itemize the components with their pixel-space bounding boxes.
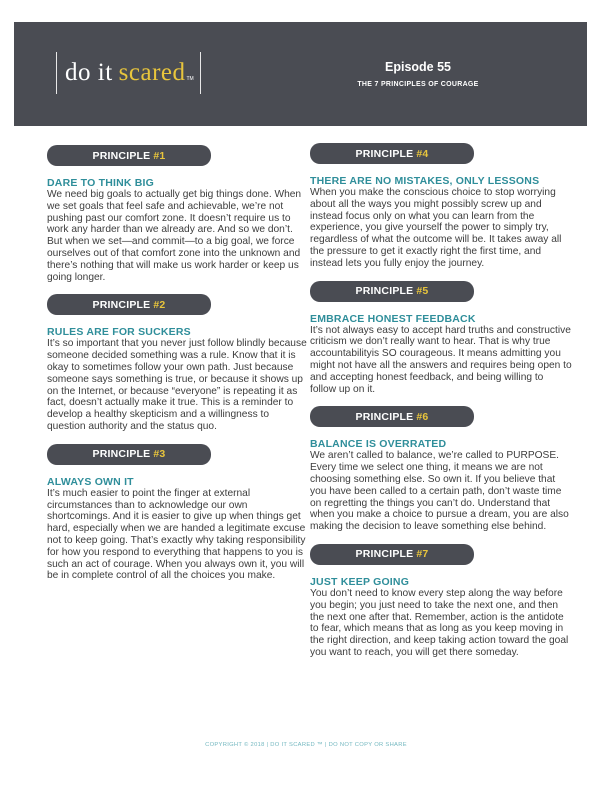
principle-block-4 — [310, 143, 572, 270]
principle-body: When you make the conscious choice to stop worrying about all the ways you might possibly screw up and instead focus only on what you can learn from the experience, you give yourself the power to simply try, regardless of what the outcome will be. It takes away all the pressure to get it exactly right the first time, and instead lets you fully enjoy the journey. — [310, 187, 562, 269]
principle-title: EMBRACE HONEST FEEDBACK — [310, 312, 476, 325]
principle-pill-4 — [310, 143, 474, 164]
principle-label: PRINCIPLE — [355, 548, 414, 561]
principle-label: PRINCIPLE — [92, 448, 151, 461]
principle-number: #5 — [416, 285, 429, 298]
principle-label: PRINCIPLE — [355, 410, 414, 423]
logo-trademark: TM — [186, 76, 194, 82]
principle-block-5 — [310, 281, 572, 396]
principle-number: #7 — [416, 548, 429, 561]
left-column — [47, 145, 309, 593]
principle-title: DARE TO THINK BIG — [47, 177, 155, 189]
principle-title: RULES ARE FOR SUCKERS — [47, 326, 191, 339]
principle-label: PRINCIPLE — [355, 147, 414, 160]
principle-body: It’s not always easy to accept hard truths and constructive criticism we don’t really want to hear. That is why true accountabilityis SO courageous. It means admitting you might not have all the answers and requires being open to and accepting honest feedback, and being willing to follow up on it. — [310, 324, 572, 395]
principle-block-2 — [47, 294, 309, 432]
episode-number: Episode 55 — [385, 60, 451, 74]
principle-pill-3 — [47, 444, 211, 465]
principle-block-3 — [47, 444, 309, 582]
logo-accent-text: scared — [118, 59, 186, 86]
principle-number: #2 — [153, 298, 166, 311]
principle-body: You don’t need to know every step along the way before you begin; you just need to take the next one, and then the next one after that. Remember, action is the antidote to fear, which means that as long as you keep moving in the right direction, and keep taking action toward the goal you want to reach, you will get there someday. — [310, 587, 569, 658]
principle-body: We aren’t called to balance, we’re called to PURPOSE. Every time we select one thing, it means we are not choosing something else. So own it. If you believe that you have been called to a certain path, don’t waste time on regretting the things you can’t do. Understand that when you make a choice to pursue a dream, you are also making the decision to leave something else behind. — [310, 450, 569, 533]
principle-pill-5 — [310, 281, 474, 302]
principle-pill-2 — [47, 294, 211, 315]
principle-label: PRINCIPLE — [355, 285, 414, 298]
principle-number: #4 — [416, 147, 429, 160]
principle-number: #3 — [153, 448, 166, 461]
principle-block-6 — [310, 406, 572, 533]
principle-title: THERE ARE NO MISTAKES, ONLY LESSONS — [310, 175, 540, 187]
copyright-footer: COPYRIGHT © 2018 | DO IT SCARED ™ | DO NOT COPY OR SHARE — [205, 742, 407, 748]
principle-pill-6 — [310, 406, 474, 427]
episode-subtitle: THE 7 PRINCIPLES OF COURAGE — [357, 81, 479, 88]
principle-title: BALANCE IS OVERRATED — [310, 438, 447, 451]
right-column — [310, 143, 572, 670]
principle-title: ALWAYS OWN IT — [47, 475, 134, 488]
principle-number: #6 — [416, 410, 429, 423]
brand-logo — [56, 52, 201, 94]
principle-pill-7 — [310, 544, 474, 565]
principle-body: It’s so important that you never just follow blindly because someone decided something was a rule. Know that it is okay to sometimes follow your own path. Just because someone says something is true, or because it shows up on the Internet, or because “everyone” is repeating it as fact, doesn’t actually make it true. This is a reminder to develop a healthy skepticism and a willingness to question authority and the status quo. — [47, 338, 307, 432]
principle-number: #1 — [153, 149, 166, 162]
principle-title: JUST KEEP GOING — [310, 575, 410, 588]
logo-main-text: do it — [65, 59, 113, 86]
principle-block-1 — [47, 145, 309, 283]
principle-label: PRINCIPLE — [92, 298, 151, 311]
principle-body: It’s much easier to point the finger at external circumstances than to acknowledge our own shortcomings. And it is easier to give up when things get hard, especially when we are handed a legitimate excuse not to keep going. That’s exactly why taking responsibility for how you respond to everything that happens to you is such an act of courage. When you always own it, you will be in complete control of all the choices you make. — [47, 487, 306, 582]
principle-body: We need big goals to actually get big things done. When we set goals that feel safe and achievable, we’re not pushing past our comfort zone. It doesn’t require us to work any harder than we already are. And so we don’t. But when we set—and commit—to a big goal, we force ourselves out of that comfort zone into the unknown and there’s nothing that will make us work harder or keep us going longer. — [47, 189, 302, 283]
principle-pill-1 — [47, 145, 211, 166]
principle-block-7 — [310, 544, 572, 659]
principle-label: PRINCIPLE — [92, 149, 151, 162]
header-banner — [14, 22, 587, 126]
